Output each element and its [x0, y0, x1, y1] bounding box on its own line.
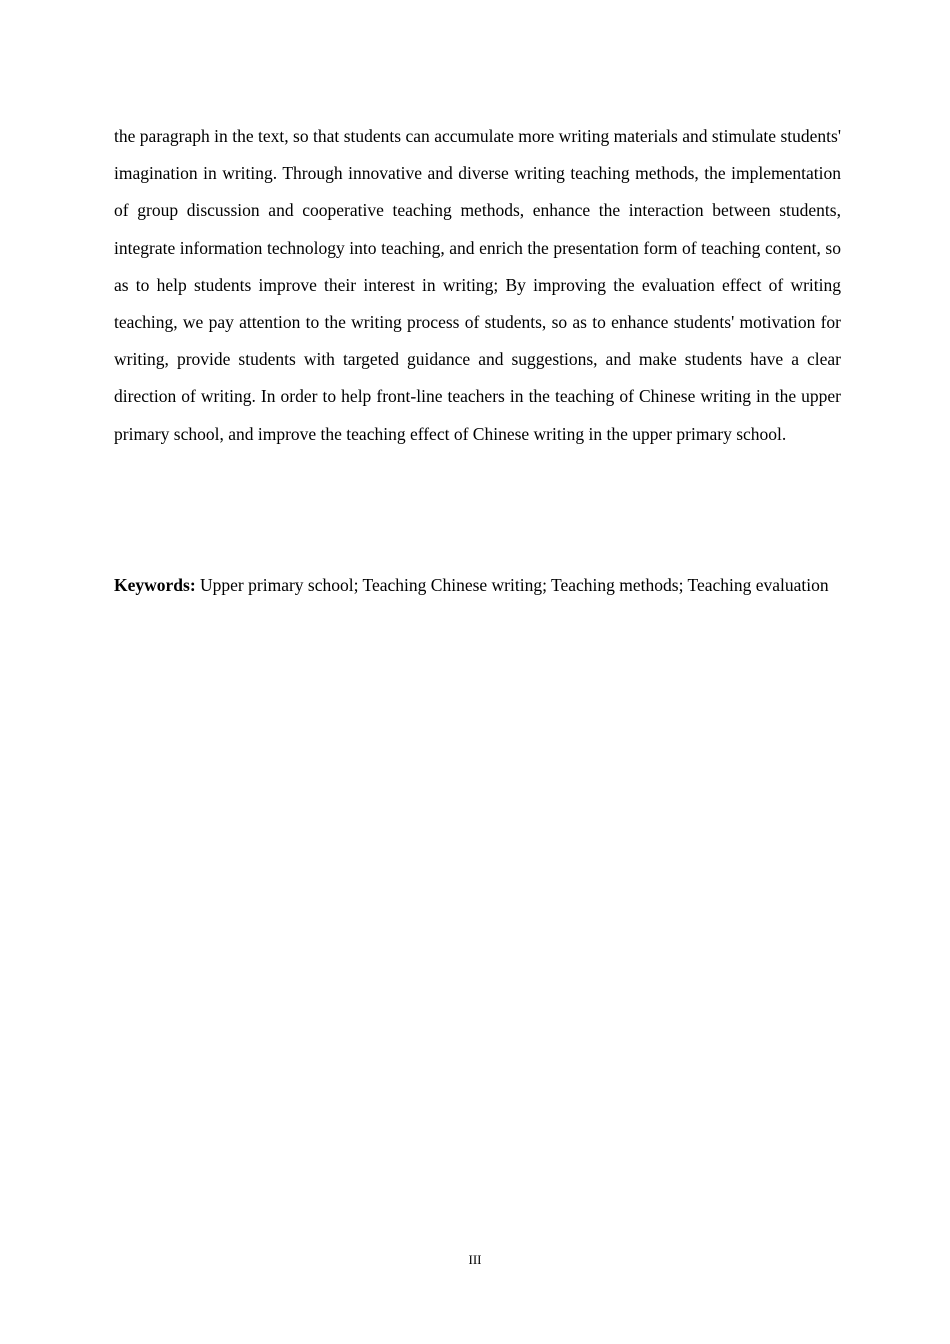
- abstract-paragraph: the paragraph in the text, so that students can accumulate more writing materials and stimulate students' imagination in writing. Through innovative and diverse writing teaching methods, the implementation of group discussion and cooperative teaching methods, enhance the interaction between students, integrate information technology into teaching, and enrich the presentation form of teaching content, so as to help students improve their interest in writing; By improving the evaluation effect of writing teaching, we pay attention to the writing process of students, so as to enhance students' motivation for writing, provide students with targeted guidance and suggestions, and make students have a clear direction of writing. In order to help front-line teachers in the teaching of Chinese writing in the upper primary school, and improve the teaching effect of Chinese writing in the upper primary school.: [114, 126, 841, 444]
- keywords-text: Upper primary school; Teaching Chinese writing; Teaching methods; Teaching evaluation: [200, 575, 829, 595]
- keywords-label: Keywords:: [114, 575, 196, 595]
- keywords-line: [114, 567, 841, 605]
- page-number: III: [468, 1252, 482, 1267]
